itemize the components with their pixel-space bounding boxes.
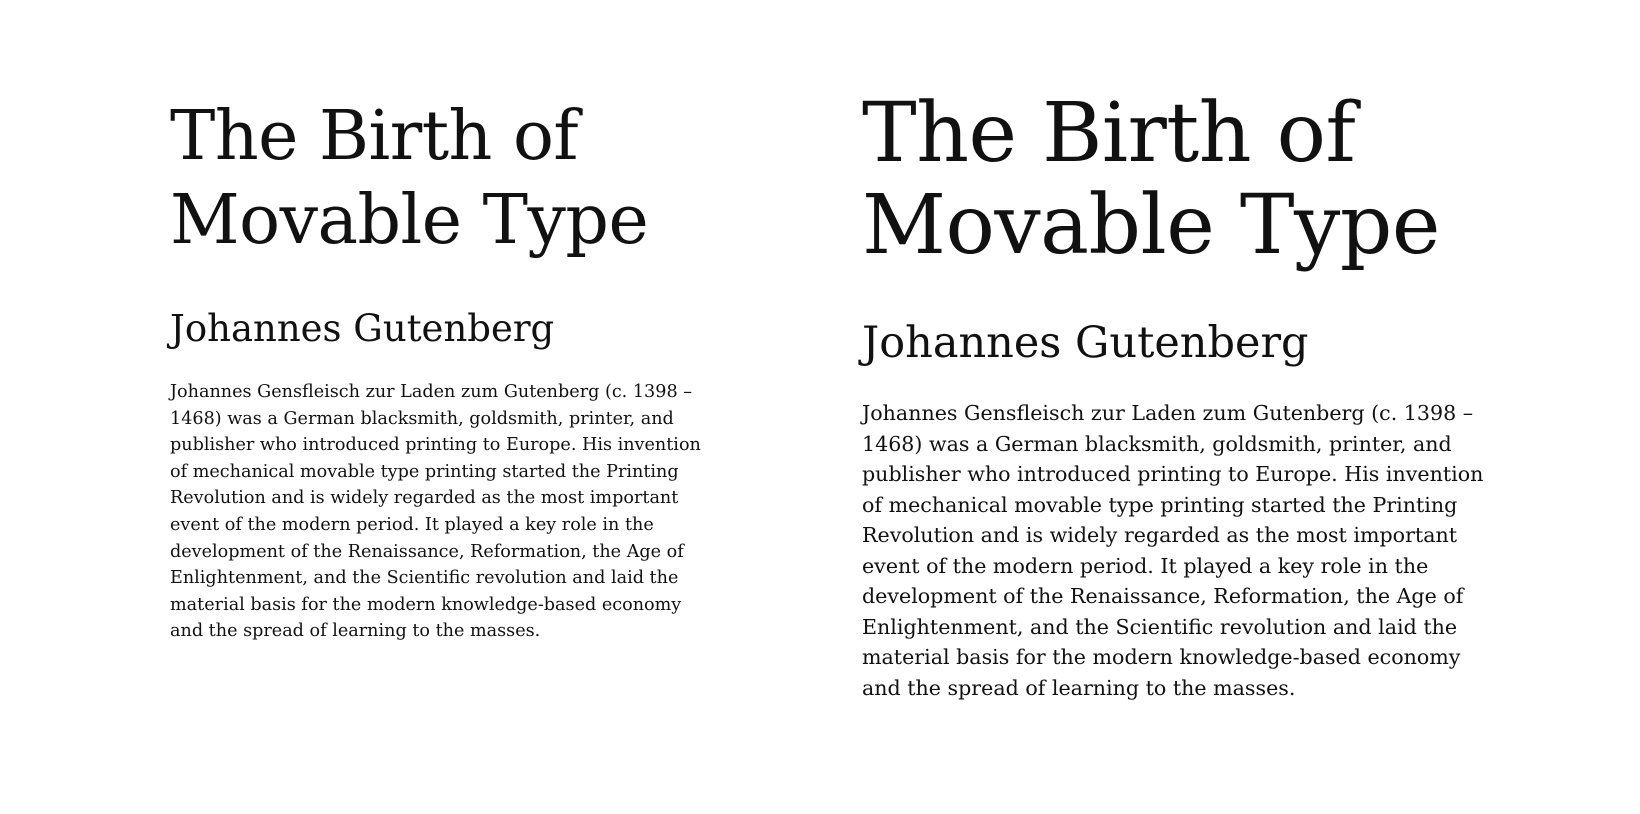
body-line: Johannes Gensfleisch zur Laden zum Gutenberg (c. 1398 – <box>862 401 1474 425</box>
body-line: event of the modern period. It played a key role in the <box>862 553 1429 578</box>
body-line: Enlightenment, and the Scientific revolution and laid the <box>862 614 1458 639</box>
article-title-line: Movable Type <box>862 178 1440 273</box>
article-title-line: Movable Type <box>170 181 649 260</box>
body-line: material basis for the modern knowledge-based economy <box>170 594 682 615</box>
body-line: Revolution and is widely regarded as the most important <box>170 488 679 509</box>
body-line: event of the modern period. It played a key role in the <box>170 514 654 535</box>
article-body <box>170 379 710 645</box>
article-title-line: The Birth of <box>170 97 579 176</box>
body-line: Revolution and is widely regarded as the most important <box>862 523 1458 547</box>
body-line: and the spread of learning to the masses. <box>170 621 541 642</box>
article-title-line: The Birth of <box>862 86 1356 181</box>
body-line: 1468) was a German blacksmith, goldsmith, printer, and <box>862 431 1452 456</box>
body-line: 1468) was a German blacksmith, goldsmith, printer, and <box>170 408 674 429</box>
article-title <box>170 95 710 263</box>
article-title <box>862 88 1472 272</box>
body-line: material basis for the modern knowledge-based economy <box>862 645 1461 669</box>
body-line: of mechanical movable type printing started the Printing <box>862 492 1458 517</box>
body-line: publisher who introduced printing to Europe. His invention <box>170 435 701 456</box>
article-subtitle: Johannes Gutenberg <box>862 318 1309 368</box>
article-body <box>862 398 1484 703</box>
body-line: Johannes Gensfleisch zur Laden zum Gutenberg (c. 1398 – <box>170 382 693 402</box>
body-line: and the spread of learning to the masses. <box>862 675 1296 700</box>
body-line: development of the Renaissance, Reformation, the Age of <box>170 541 684 562</box>
body-line: of mechanical movable type printing started the Printing <box>170 461 679 482</box>
body-line: Enlightenment, and the Scientific revolution and laid the <box>170 568 679 589</box>
type-specimen-small <box>170 95 710 645</box>
body-line: development of the Renaissance, Reformation, the Age of <box>862 584 1464 608</box>
article-subtitle: Johannes Gutenberg <box>170 307 555 350</box>
type-specimen-large <box>862 86 1484 703</box>
body-line: publisher who introduced printing to Europe. His invention <box>862 462 1484 486</box>
